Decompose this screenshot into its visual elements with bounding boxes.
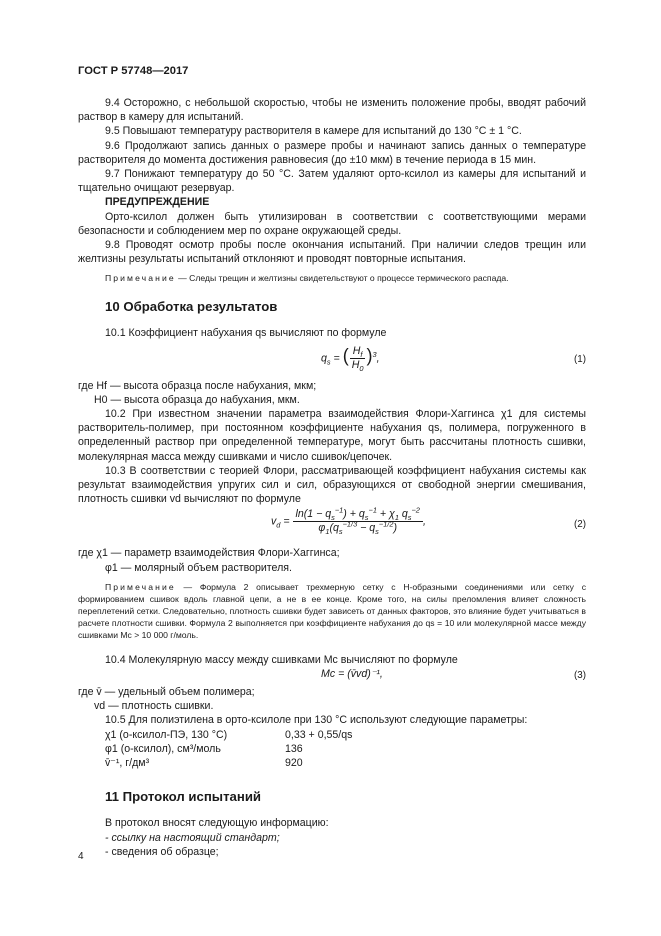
param-row — [105, 742, 586, 756]
param-name: χ1 (о-ксилол-ПЭ, 130 °С) — [105, 728, 228, 741]
params-list — [78, 728, 586, 771]
where-3a: где v̄ — удельный объем полимера; — [78, 686, 255, 699]
standard-header: ГОСТ Р 57748—2017 — [78, 65, 189, 77]
warning-text: Орто-ксилол должен быть утилизирован в соответствии с соответствующими мерами безопасности и соблюдением мер по охране окружающей среды. — [78, 210, 586, 237]
section-11-heading: 11 Протокол испытаний — [105, 789, 262, 805]
para-10-4: 10.4 Молекулярную массу между сшивками Mc вычисляют по формуле — [105, 653, 458, 666]
formula-2-expr: $v_d$ = $\frac{\ln(1 - q_s^{-1}) + q_s^{-1} + \chi_1 q_s^{-2}}{\varphi_1(q_s^{-1/3} - q_s^{-1/2})}$ , — [271, 505, 426, 537]
where-3b: vd — плотность сшивки. — [94, 700, 214, 713]
formula-3-expr: Mc = (v̄vd)⁻¹, — [321, 668, 383, 681]
param-value: 920 — [285, 757, 303, 770]
formula-1 — [78, 343, 586, 379]
para-9-6: 9.6 Продолжают запись данных о размере пробы и начинают запись данных о температуре растворителя до момента достижения равновесия (до ±10 мкм) в течение периода в 15 мин. — [78, 139, 586, 166]
note-text: — Следы трещин и желтизны свидетельствуют о процессе термического распада. — [175, 273, 509, 284]
where-1b: H0 — высота образца до набухания, мкм. — [94, 393, 300, 406]
para-9-7: 9.7 Понижают температуру до 50 °С. Затем удаляют орто-ксилол из камеры для испытаний и тщательно очищают резервуар. — [78, 168, 586, 195]
para-9-8: 9.8 Проводят осмотр пробы после окончания испытаний. При наличии следов трещин или желтизны результаты испытаний отклоняют и проводят повторные испытания. — [78, 239, 586, 266]
where-1a: где Hf — высота образца после набухания, мкм; — [78, 379, 317, 392]
para-9-5: 9.5 Повышают температуру растворителя в камере для испытаний до 130 °С ± 1 °С. — [105, 125, 522, 138]
note-9 — [78, 272, 586, 284]
note-10 — [78, 581, 586, 641]
protocol-item-1: - ссылку на настоящий стандарт; — [105, 831, 280, 844]
where-2a: где χ1 — параметр взаимодействия Флори-Хаггинса; — [78, 547, 340, 560]
para-9-4: 9.4 Осторожно, с небольшой скоростью, чтобы не изменить положение пробы, вводят рабочий раствор в камеру для испытаний. — [78, 97, 586, 124]
protocol-intro: В протокол вносят следующую информацию: — [105, 817, 329, 830]
protocol-item-2: - сведения об образце; — [105, 845, 219, 858]
formula-3 — [78, 667, 586, 685]
page-number: 4 — [78, 851, 84, 862]
section-10-heading: 10 Обработка результатов — [105, 299, 278, 315]
page-body — [78, 96, 586, 859]
formula-1-number: (1) — [574, 353, 586, 365]
para-10-3: 10.3 В соответствии с теорией Флори, рассматривающей коэффициент набухания системы как результат взаимодействия упругих сил и сил, образующихся от свободной энергии смешивания, плотность сшивки vd вычисляют по формуле — [78, 464, 586, 506]
param-name: v̄⁻¹, г/дм³ — [105, 757, 150, 770]
param-value: 0,33 + 0,55/qs — [285, 728, 353, 741]
where-2b: φ1 — молярный объем растворителя. — [105, 561, 292, 574]
para-10-1: 10.1 Коэффициент набухания qs вычисляют по формуле — [105, 327, 387, 340]
param-row — [105, 728, 586, 742]
para-10-2: 10.2 При известном значении параметра взаимодействия Флори-Хаггинса χ1 для системы растворитель-полимер, при постоянном коэффициенте набухания qs, полимера, погруженного в определенный раствор при определенной температуре, могут быть рассчитаны плотность сшивки, молекулярная масса между сшивками и число сшивок/цепочек. — [78, 408, 586, 463]
note2-label: Примечание — [105, 581, 176, 592]
para-10-5: 10.5 Для полиэтилена в орто-ксилоле при 130 °С используют следующие параметры: — [105, 714, 528, 727]
formula-1-expr: $q_s$ = ( $\frac{H_f}{H_0}$ )$^3$, — [321, 344, 380, 373]
formula-2-number: (2) — [574, 519, 586, 531]
note-label: Примечание — [105, 273, 176, 284]
formula-2 — [78, 506, 586, 546]
param-value: 136 — [285, 742, 303, 755]
note2-text: — Формула 2 описывает трехмерную сетку с Н-образными соединениями или сетку с формированием сшивок вдоль главной цепи, а не в ее конце. Кроме того, на силы преломления влияет сложность переплетений сетки. Следовательно, плотность сшивки будет зависеть от данных факторов, это влияние будет учитываться в расчете плотности сшивки. Формула 2 выполняется при коэффициенте набухания до qs = 10 или молекулярной массе между сшивками Mc > 10 000 г/моль. — [78, 581, 586, 640]
formula-3-number: (3) — [574, 670, 586, 682]
param-row — [105, 756, 586, 770]
param-name: φ1 (о-ксилол), см³/моль — [105, 742, 221, 755]
warning-title: ПРЕДУПРЕЖДЕНИЕ — [105, 196, 210, 209]
